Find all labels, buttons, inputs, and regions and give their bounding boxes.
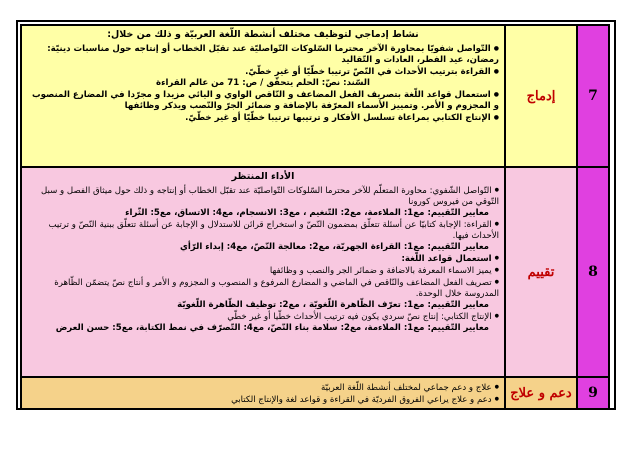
table-row-remediation: [21, 377, 609, 409]
list-item: ● يميز الاسماء المعرفة بالاضافة و ضمائر الجر والنصب و وظائفها: [27, 265, 499, 277]
phase-label: [505, 167, 577, 377]
list-item: ● التّواصل الشّفوي: محاورة المتعلّم للآخر محترما السّلوكات التّواصليّة عند تقبّل الخطاب أو إنتاجه و ذلك حول ميثاق الفصل و سبل التّوقي من فيروس كورونا: [27, 185, 499, 208]
list-item: ● القراءة: الإجابة كتابيّا عن أسئلة تتعلّق بمضمون النّصّ و استخراج قرائن للاستدلال و الإجابة عن أسئلة تتعلّق ببنية النّصّ و ترتيب الأحداث فيها.: [27, 219, 499, 242]
table-row-evaluation: [21, 167, 609, 377]
list-item: ● استعمال قواعد اللّغة:: [27, 253, 499, 265]
row-number: 9: [577, 377, 609, 409]
criteria-line: معايير التّقييم: مع1: الملاءمة، مع2: التّنغيم ، مع3: الانسجام، مع4: الاتساق، مع5: الثّراء: [125, 208, 489, 218]
table-row-integration: [21, 25, 609, 167]
list-item: ● القراءة بترتيب الأحداث في النّصّ ترتيبا خطّيّا أو غير خطّيّ.: [27, 66, 499, 78]
list-item: ● الإنتاج الكتابي بمراعاة تسلسل الأفكار و ترتيبها ترتيبا خطّيّا أو غير خطّيّ.: [27, 112, 499, 124]
section-title: نشاط إدماجي لتوظيف مختلف أنشطة اللّغة العربيّة و ذلك من خلال:: [107, 29, 419, 40]
content-block: [22, 378, 504, 408]
phase-evaluation-label: تقييم: [527, 264, 555, 280]
criteria-line: معايير التّقييم: مع1: القراءة الجهريّة، مع2: معالجة النّصّ، مع4: إبداء الرّأي: [179, 242, 489, 252]
row-number: 7: [577, 25, 609, 167]
content-cell: [21, 377, 505, 409]
content-cell: [21, 25, 505, 167]
lesson-table: [20, 24, 610, 410]
phase-label: [505, 25, 577, 167]
list-item: ● علاج و دعم جماعي لمختلف أنشطة اللّغة العربيّة: [27, 382, 499, 394]
content-cell: [21, 167, 505, 377]
phase-integration-label: إدماج: [526, 88, 556, 104]
phase-label: [505, 377, 577, 409]
section-title: الأداء المنتظر: [231, 171, 295, 182]
list-item: ● دعم و علاج يراعي الفروق الفرديّة في القراءة و قواعد لغة والإنتاج الكتابي: [27, 394, 499, 406]
content-block: [22, 26, 504, 126]
list-item: ● الإنتاج الكتابي: إنتاج نصّ سردي يكون فيه ترتيب الأحداث خطّيا أو غير خطّي: [27, 311, 499, 323]
list-item: ● تصريف الفعل المضاعف والنّاقص في الماضي و المضارع المرفوع و المنصوب و المجزوم و الأمر و أنتاج نصّ يتضمّن الظّاهرة المدروسة خلال الوحدة.: [27, 277, 499, 300]
row-number: 8: [577, 167, 609, 377]
source-text: السّند: نصّ: الحلم يتحقّق / ص: 71 من عالم القراءة: [156, 78, 370, 88]
criteria-line: معايير التّقييم: مع1: الملاءمة، مع2: سلامة بناء النّصّ، مع4: التّصرّف في نمط الكتابة، مع5: حسن العرض: [55, 323, 489, 333]
criteria-line: معايير التّقييم: مع1: تعرّف الظّاهرة اللّغويّة ، مع2: توظيف الظّاهرة اللّغويّة: [177, 300, 489, 310]
phase-remediation-label: دعم و علاج: [510, 385, 572, 401]
list-item: ● التّواصل شفويّا بمحاورة الآخر محترما السّلوكات التّواصليّة عند تقبّل الخطاب أو إنتاجه حول مناسبات دينيّة: رمضان، عيد الفطر، العادات و التّقاليد: [27, 43, 499, 66]
list-item: ● استعمال قواعد اللّغة بتصريف الفعل المضاعف و النّاقص الواوي و اليائي مزيدا و مجرّدا في المضارع المنصوب و المجزوم و الأمر. وتمييز الأسماء المعرّفة بالإضافة و ضمائر الجرّ والنّصب ويذكر وظائفها: [27, 89, 499, 112]
content-block: [22, 168, 504, 336]
